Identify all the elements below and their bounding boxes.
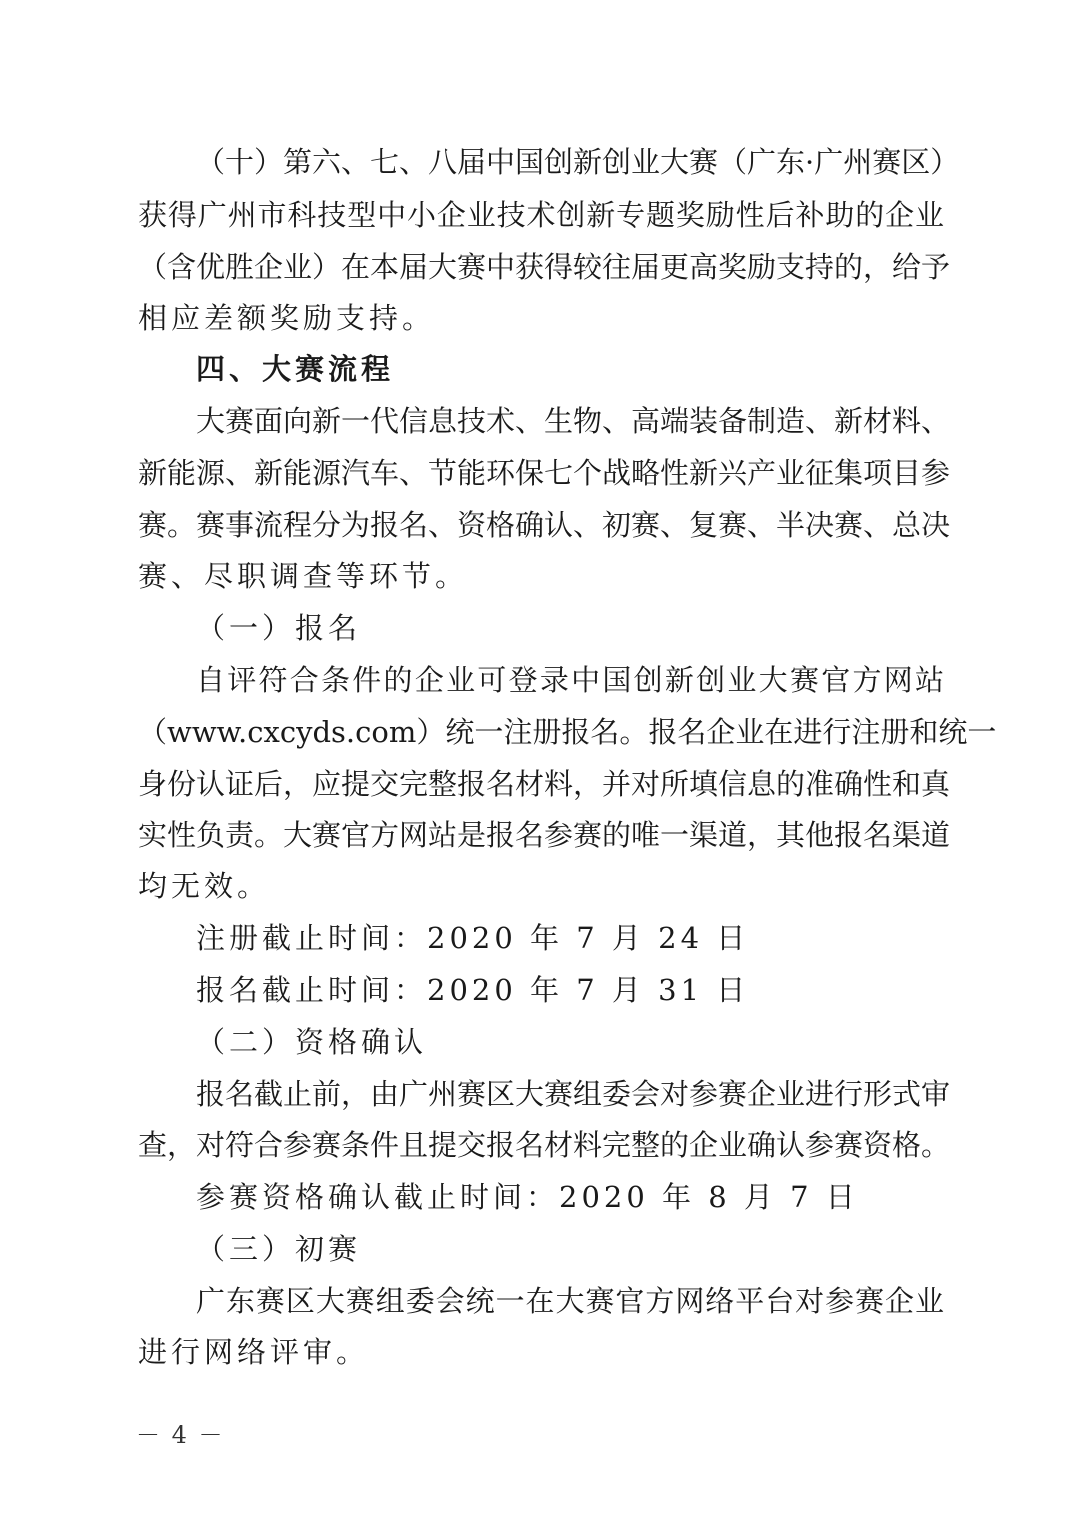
para-preliminary-line-1: 广东赛区大赛组委会统一在大赛官方网络平台对参赛企业	[196, 1284, 944, 1318]
para-registration-line-4: 实性负责。大赛官方网站是报名参赛的唯一渠道，其他报名渠道	[138, 818, 951, 852]
deadline-signup: 注册截止时间：2020 年 7 月 24 日	[196, 921, 750, 955]
para-10-line-3: （含优胜企业）在本届大赛中获得较往届更高奖励支持的，给予	[138, 250, 951, 284]
para-registration-line-1: 自评符合条件的企业可登录中国创新创业大赛官方网站	[196, 663, 944, 697]
para-registration-line-5: 均无效。	[138, 869, 271, 903]
para-flow-line-1: 大赛面向新一代信息技术、生物、高端装备制造、新材料、	[196, 404, 951, 438]
para-registration-line-3: 身份认证后，应提交完整报名材料，并对所填信息的准确性和真	[138, 767, 951, 801]
subheading-preliminary: （三）初赛	[196, 1232, 362, 1266]
deadline-qualification: 参赛资格确认截止时间：2020 年 8 月 7 日	[196, 1180, 859, 1214]
para-preliminary-line-2: 进行网络评审。	[138, 1335, 370, 1369]
para-10-line-1: （十）第六、七、八届中国创新创业大赛（广东·广州赛区）	[196, 145, 960, 179]
section-heading-4: 四、大赛流程	[196, 352, 395, 386]
para-flow-line-2: 新能源、新能源汽车、节能环保七个战略性新兴产业征集项目参	[138, 456, 951, 490]
deadline-registration: 报名截止时间：2020 年 7 月 31 日	[196, 973, 750, 1007]
para-10-line-4: 相应差额奖励支持。	[138, 301, 436, 335]
para-flow-line-3: 赛。赛事流程分为报名、资格确认、初赛、复赛、半决赛、总决	[138, 508, 951, 542]
para-qualification-line-2: 查，对符合参赛条件且提交报名材料完整的企业确认参赛资格。	[138, 1128, 951, 1162]
para-registration-line-2: （www.cxcyds.com）统一注册报名。报名企业在进行注册和统一	[138, 715, 997, 749]
para-flow-line-4: 赛、尽职调查等环节。	[138, 559, 469, 593]
subheading-qualification: （二）资格确认	[196, 1025, 428, 1059]
page-number: － 4 －	[136, 1421, 225, 1449]
para-10-line-2: 获得广州市科技型中小企业技术创新专题奖励性后补助的企业	[138, 198, 944, 232]
para-qualification-line-1: 报名截止前，由广州赛区大赛组委会对参赛企业进行形式审	[196, 1077, 951, 1111]
subheading-registration: （一）报名	[196, 611, 362, 645]
